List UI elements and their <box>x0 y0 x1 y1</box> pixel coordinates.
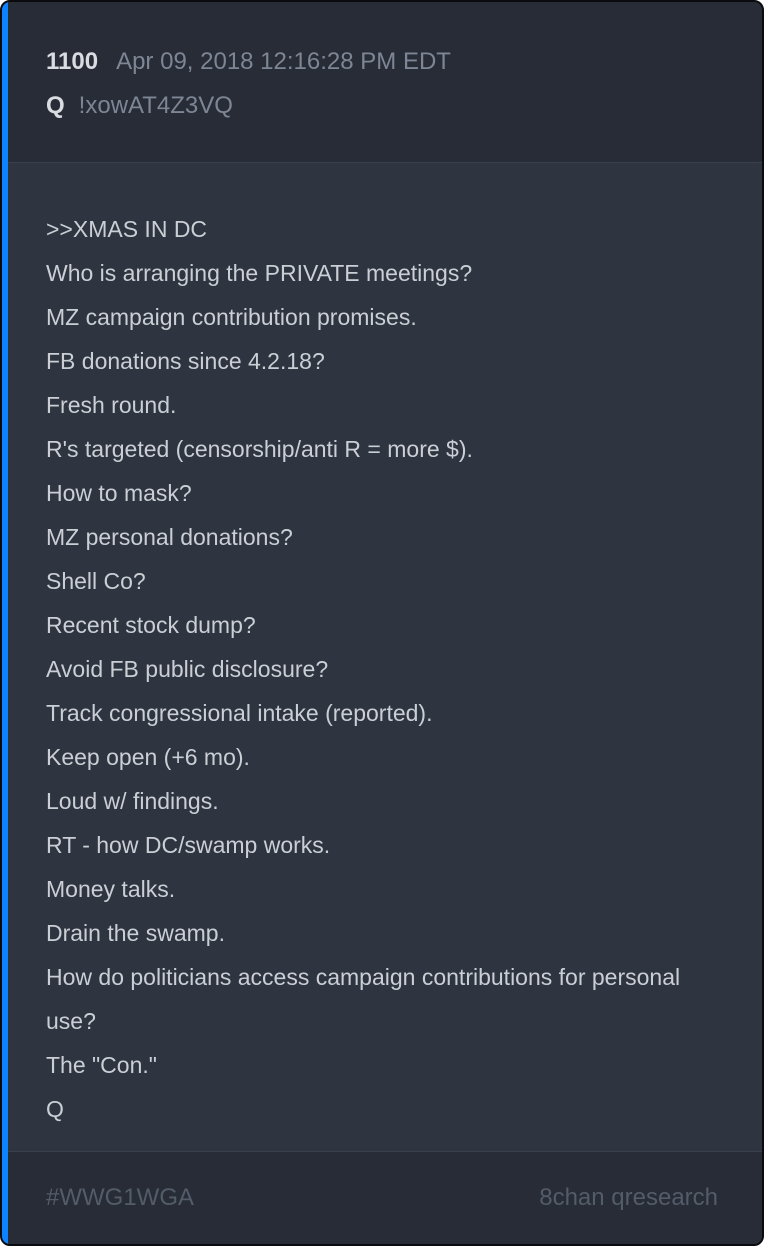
post-body-line: How to mask? <box>46 480 192 506</box>
post-body-line: The "Con." <box>46 1052 157 1078</box>
post-header-line2 <box>46 90 718 122</box>
post-body-line: >>XMAS IN DC <box>46 216 208 242</box>
post-body-line: MZ campaign contribution promises. <box>46 304 417 330</box>
post-footer <box>2 1151 762 1244</box>
footer-hashtag: #WWG1WGA <box>46 1184 194 1211</box>
post-body-line: Recent stock dump? <box>46 612 256 638</box>
post-body-line: RT - how DC/swamp works. <box>46 832 331 858</box>
post-header-line1 <box>46 46 718 78</box>
post-body-line: MZ personal donations? <box>46 524 293 550</box>
post-body <box>2 163 762 1151</box>
post-number[interactable]: 1100 <box>46 48 99 75</box>
post-header <box>2 2 762 163</box>
post-body-line: Loud w/ findings. <box>46 788 219 814</box>
accent-strip <box>2 2 8 1244</box>
post-body-line: Avoid FB public disclosure? <box>46 656 329 682</box>
post-body-line: Who is arranging the PRIVATE meetings? <box>46 260 473 286</box>
post-body-line: How do politicians access campaign contributions for personal use? <box>46 964 681 1034</box>
post-body-line: Drain the swamp. <box>46 920 225 946</box>
post-body-line: Q <box>46 1096 64 1122</box>
post-body-line: Keep open (+6 mo). <box>46 744 250 770</box>
post-tripcode: !xowAT4Z3VQ <box>78 92 233 119</box>
post-body-line: Fresh round. <box>46 392 177 418</box>
post-author: Q <box>46 92 65 119</box>
footer-source: 8chan qresearch <box>539 1184 718 1211</box>
post-body-line: Shell Co? <box>46 568 146 594</box>
post-body-line: Track congressional intake (reported). <box>46 700 433 726</box>
post-body-line: R's targeted (censorship/anti R = more $). <box>46 436 473 462</box>
post-timestamp: Apr 09, 2018 12:16:28 PM EDT <box>116 48 451 75</box>
post-body-line: Money talks. <box>46 876 176 902</box>
post-body-line: FB donations since 4.2.18? <box>46 348 325 374</box>
